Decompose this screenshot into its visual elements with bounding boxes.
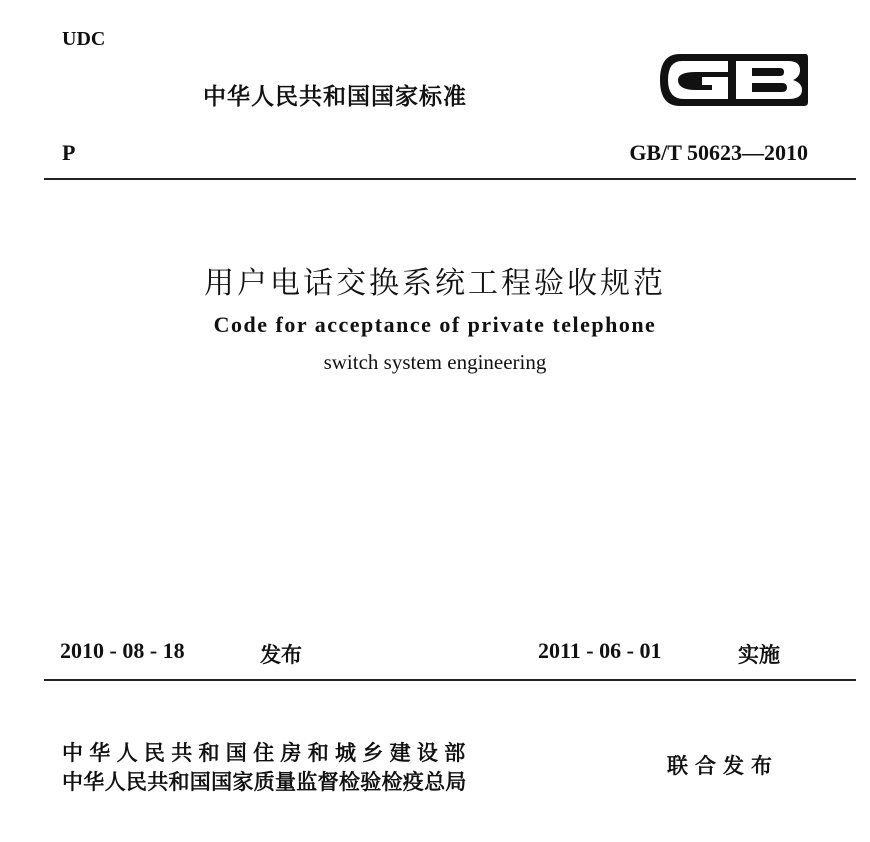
- issue-label: 发布: [260, 643, 302, 667]
- issue-date: 2010 - 08 - 18: [60, 638, 185, 663]
- category-code: P: [62, 140, 76, 165]
- bottom-divider: [44, 679, 856, 681]
- gb-logo-graphic: [656, 52, 809, 108]
- gb-logo: [656, 52, 809, 108]
- implementation-label: 实施: [738, 643, 780, 667]
- issuer-ministry: 中华人民共和国住房和城乡建设部: [62, 741, 472, 765]
- implementation-date: 2011 - 06 - 01: [538, 638, 662, 663]
- title-chinese: 用户电话交换系统工程验收规范: [204, 266, 666, 301]
- joint-issue-label: 联合发布: [667, 754, 779, 778]
- udc-label: UDC: [62, 28, 106, 50]
- title-english-line2: switch system engineering: [323, 350, 547, 374]
- title-english-line1: Code for acceptance of private telephone: [213, 312, 657, 337]
- issuer-aqsiq: 中华人民共和国国家质量监督检验检疫总局: [62, 770, 467, 794]
- standard-number: GB/T 50623—2010: [629, 140, 808, 165]
- top-divider: [44, 178, 856, 180]
- standard-type: 中华人民共和国国家标准: [203, 84, 467, 110]
